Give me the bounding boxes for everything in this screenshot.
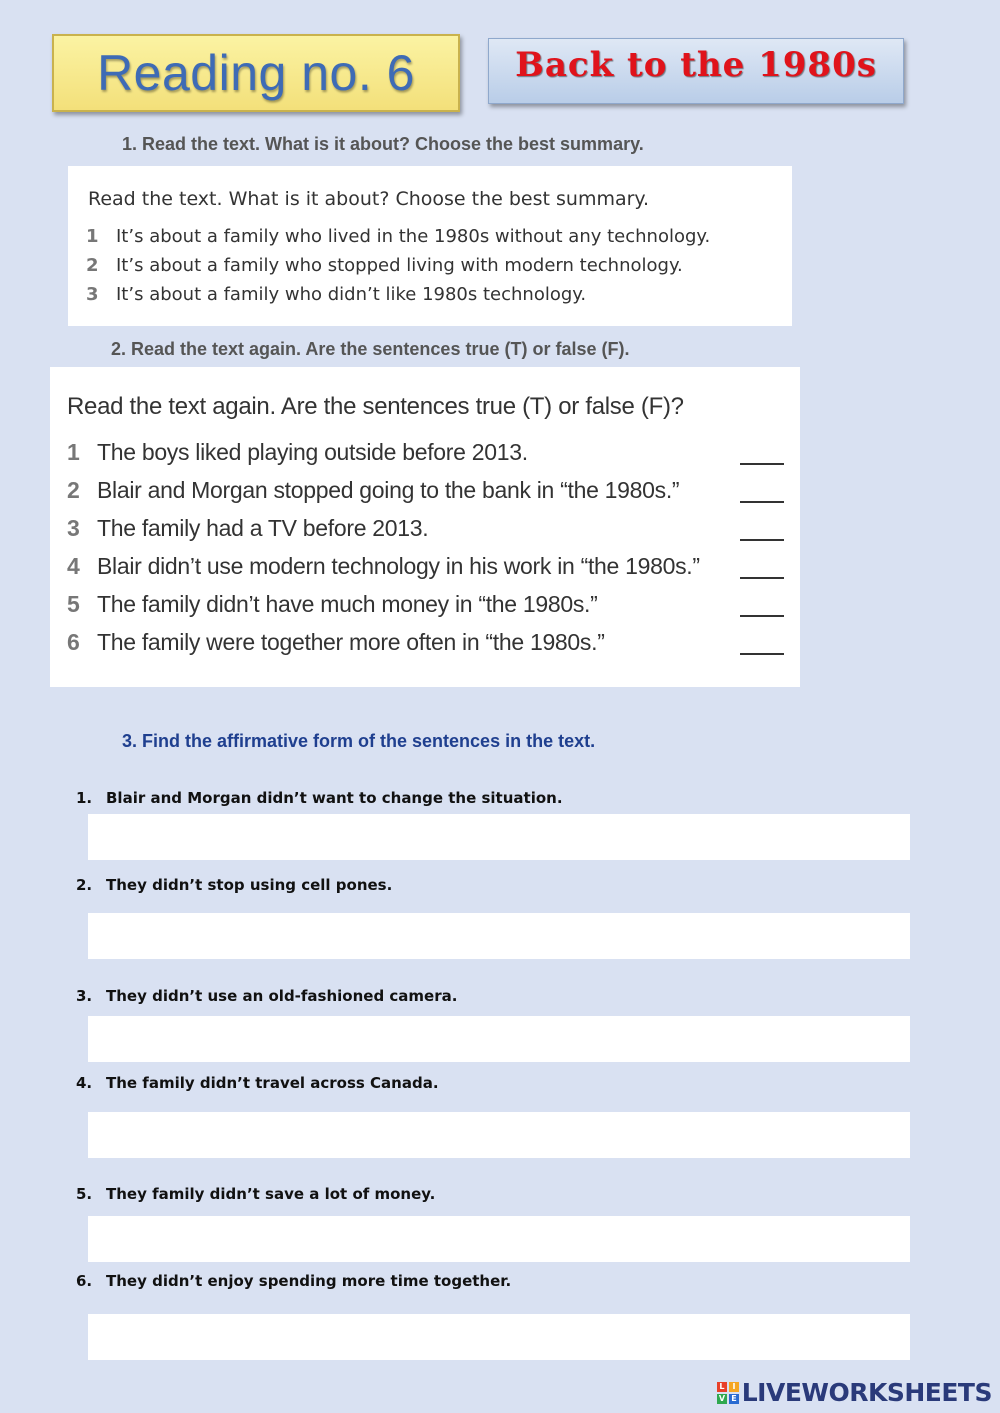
section3-instruction: 3. Find the affirmative form of the sentences in the text. xyxy=(122,731,596,751)
option-number: 2 xyxy=(86,255,99,276)
question-text: The family didn’t travel across Canada. xyxy=(106,1074,439,1092)
tf-statement xyxy=(67,629,787,656)
option-text: It’s about a family who didn’t like 1980s technology. xyxy=(116,284,587,305)
question-number: 6. xyxy=(76,1272,93,1290)
liveworksheets-logo xyxy=(717,1378,992,1407)
tf-statement xyxy=(67,553,787,580)
summary-option[interactable] xyxy=(86,226,710,247)
summary-option[interactable] xyxy=(86,284,586,305)
section2-panel-heading: Read the text again. Are the sentences true (T) or false (F)? xyxy=(67,393,684,420)
section1-instruction: 1. Read the text. What is it about? Choose the best summary. xyxy=(122,134,644,154)
section2-panel xyxy=(50,367,800,687)
question-number: 1. xyxy=(76,789,93,807)
tf-answer-blank[interactable] xyxy=(740,501,784,503)
summary-option[interactable] xyxy=(86,255,683,276)
subtitle-box xyxy=(488,38,904,104)
answer-input[interactable] xyxy=(88,1216,910,1262)
statement-number: 4 xyxy=(67,553,80,579)
statement-text: The family didn’t have much money in “the 1980s.” xyxy=(97,591,598,617)
tf-statement xyxy=(67,477,787,504)
question-text: Blair and Morgan didn’t want to change the situation. xyxy=(106,789,563,807)
question-text: They family didn’t save a lot of money. xyxy=(106,1185,436,1203)
tf-answer-blank[interactable] xyxy=(740,539,784,541)
tf-answer-blank[interactable] xyxy=(740,615,784,617)
statement-number: 3 xyxy=(67,515,80,541)
tf-answer-blank[interactable] xyxy=(740,577,784,579)
question-number: 5. xyxy=(76,1185,93,1203)
statement-text: Blair didn’t use modern technology in his work in “the 1980s.” xyxy=(97,553,700,579)
section1-panel xyxy=(68,166,792,326)
logo-letter: L xyxy=(717,1382,727,1392)
page-title: Reading no. 6 xyxy=(97,45,415,101)
logo-letter: E xyxy=(729,1394,739,1404)
question-number: 3. xyxy=(76,987,93,1005)
option-number: 1 xyxy=(86,226,99,247)
tf-statement xyxy=(67,591,787,618)
question-text: They didn’t enjoy spending more time together. xyxy=(106,1272,512,1290)
section2-instruction: 2. Read the text again. Are the sentences true (T) or false (F). xyxy=(111,339,630,359)
title-box xyxy=(52,34,460,112)
answer-input[interactable] xyxy=(88,1112,910,1158)
tf-answer-blank[interactable] xyxy=(740,653,784,655)
question-label xyxy=(76,789,563,807)
page-subtitle: Back to the 1980s xyxy=(515,45,877,85)
statement-number: 6 xyxy=(67,629,80,655)
statement-text: The family had a TV before 2013. xyxy=(97,515,429,541)
tf-statement xyxy=(67,439,787,466)
question-label xyxy=(76,876,392,894)
logo-letter: I xyxy=(729,1382,739,1392)
statement-number: 5 xyxy=(67,591,80,617)
question-number: 2. xyxy=(76,876,93,894)
statement-text: The family were together more often in “the 1980s.” xyxy=(97,629,605,655)
logo-icon xyxy=(717,1382,739,1404)
statement-number: 1 xyxy=(67,439,80,465)
question-text: They didn’t stop using cell pones. xyxy=(106,876,393,894)
logo-text: LIVEWORKSHEETS xyxy=(741,1378,992,1407)
statement-number: 2 xyxy=(67,477,80,503)
answer-input[interactable] xyxy=(88,1016,910,1062)
answer-input[interactable] xyxy=(88,814,910,860)
section1-panel-heading: Read the text. What is it about? Choose the best summary. xyxy=(88,188,650,210)
statement-text: Blair and Morgan stopped going to the bank in “the 1980s.” xyxy=(97,477,680,503)
statement-text: The boys liked playing outside before 2013. xyxy=(97,439,528,465)
logo-letter: V xyxy=(717,1394,727,1404)
option-text: It’s about a family who lived in the 1980s without any technology. xyxy=(116,226,711,247)
question-label xyxy=(76,1272,511,1290)
question-label xyxy=(76,1074,439,1092)
question-label xyxy=(76,1185,435,1203)
option-number: 3 xyxy=(86,284,99,305)
tf-answer-blank[interactable] xyxy=(740,463,784,465)
answer-input[interactable] xyxy=(88,913,910,959)
question-text: They didn’t use an old-fashioned camera. xyxy=(106,987,458,1005)
question-label xyxy=(76,987,457,1005)
answer-input[interactable] xyxy=(88,1314,910,1360)
tf-statement xyxy=(67,515,787,542)
question-number: 4. xyxy=(76,1074,93,1092)
option-text: It’s about a family who stopped living with modern technology. xyxy=(116,255,683,276)
